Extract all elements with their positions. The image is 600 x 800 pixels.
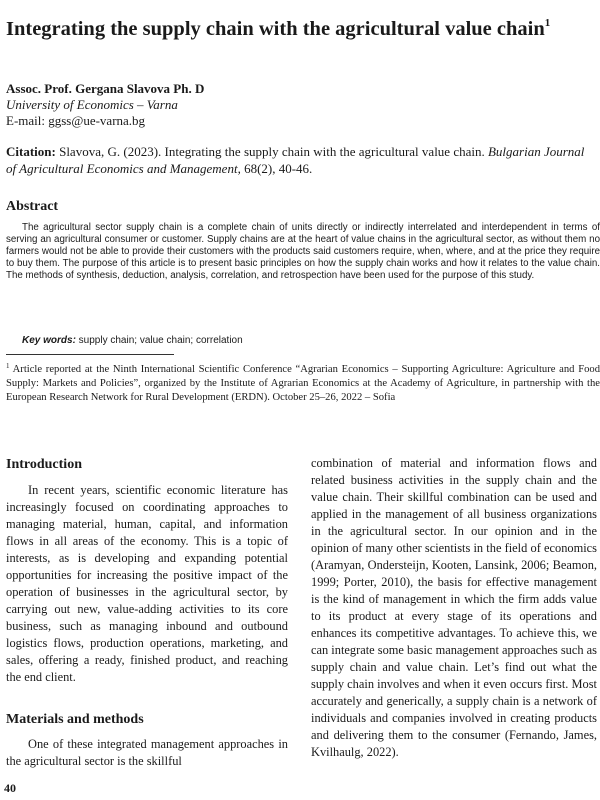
citation-text: Slavova, G. (2023). Integrating the supply chain with the agricultural value chain. — [55, 144, 488, 159]
footnote-text: Article reported at the Ninth International Scientific Conference “Agrarian Economics – Supporting Agriculture: Agriculture and Food Supply: Markets and Policies”, organized by the Institute of Agrarian Economics at the Academy of Agriculture, in partnership with the European Research Network for Rural Development (ERDN). October 25–26, 2022 – Sofia — [6, 364, 600, 404]
citation-label: Citation: — [6, 144, 56, 159]
footnote-divider — [6, 354, 174, 355]
title-footnote-mark: 1 — [544, 17, 551, 29]
keywords-label: Key words: — [22, 335, 76, 346]
author-email: E-mail: ggss@ue-varna.bg — [6, 113, 146, 128]
introduction-body: In recent years, scientific economic literature has increasingly focused on coordinating approaches to managing material, human, capital, and information flows in all areas of the economy. This is a topic of interests, as is developing and expanding potential opportunities for increasing the positive impact of the operation of businesses in the agricultural sector, by carrying out new, value-adding activities to its core business, such as managing inbound and outbound logistics flows, production operations, marketing, and sales, offering a ready, finished product, and reaching the end client. — [6, 483, 288, 684]
citation-volume: 68(2), 40-46. — [240, 161, 313, 176]
right-column-body: combination of material and information flows and related business activities in the supply chain and the value chain. Their skillful combination can be used and applied in the management of all business organizations in the agricultural sector. In our opinion and in the opinion of many other scientists in the field of economics (Aramyan, Ondersteijn, Kooten, Lansink, 2006; Beamon, 1999; Porter, 2010), the basis for effective management is the kind of management in which the firm adds value to its product at every stage of its operations and enhances its competitive advantages. To achieve this, we can integrate some basic management approaches such as supply chain and value chain. Let’s find out what the supply chain involves and when it even occurs first. Most accurately and generically, a supply chain is a network of individuals and companies involved in creating products and delivering them to the consumer (Fernando, James, Kvilhaulg, 2022). — [311, 456, 597, 759]
page-number: 40 — [4, 781, 16, 795]
keywords-list: supply chain; value chain; correlation — [75, 335, 243, 346]
abstract-body: The agricultural sector supply chain is a complete chain of units directly or indirectly interrelated and interdependent in terms of serving an agricultural consumer or customer. Supply chains are at the heart of value chains in the agricultural sector, as without them no farmers would not be able to provide their customers with the products said customers require, when, where, and at the price they require to buy them. The purpose of this article is to present basic principles on how the supply chain works and how it relates to the value chain. The methods of synthesis, deduction, analysis, correlation, and retrospection have been used for the purpose of this study. — [6, 222, 600, 282]
abstract-heading: Abstract — [6, 199, 59, 214]
author-affiliation: University of Economics – Varna — [6, 97, 178, 112]
methods-body: One of these integrated management approaches in the agricultural sector is the skillful — [6, 737, 288, 768]
keywords — [22, 334, 243, 347]
article-title-text: Integrating the supply chain with the agricultural value chain — [6, 18, 545, 40]
methods-heading: Materials and methods — [6, 712, 144, 727]
citation — [6, 143, 591, 177]
citation-journal: Bulgarian Journal of Agricultural Economics and Management, — [6, 144, 585, 176]
introduction-heading: Introduction — [6, 457, 82, 472]
footnote — [6, 359, 600, 406]
article-title — [6, 11, 581, 41]
author-name: Assoc. Prof. Gergana Slavova Ph. D — [6, 81, 205, 96]
footnote-mark: 1 — [6, 362, 10, 370]
